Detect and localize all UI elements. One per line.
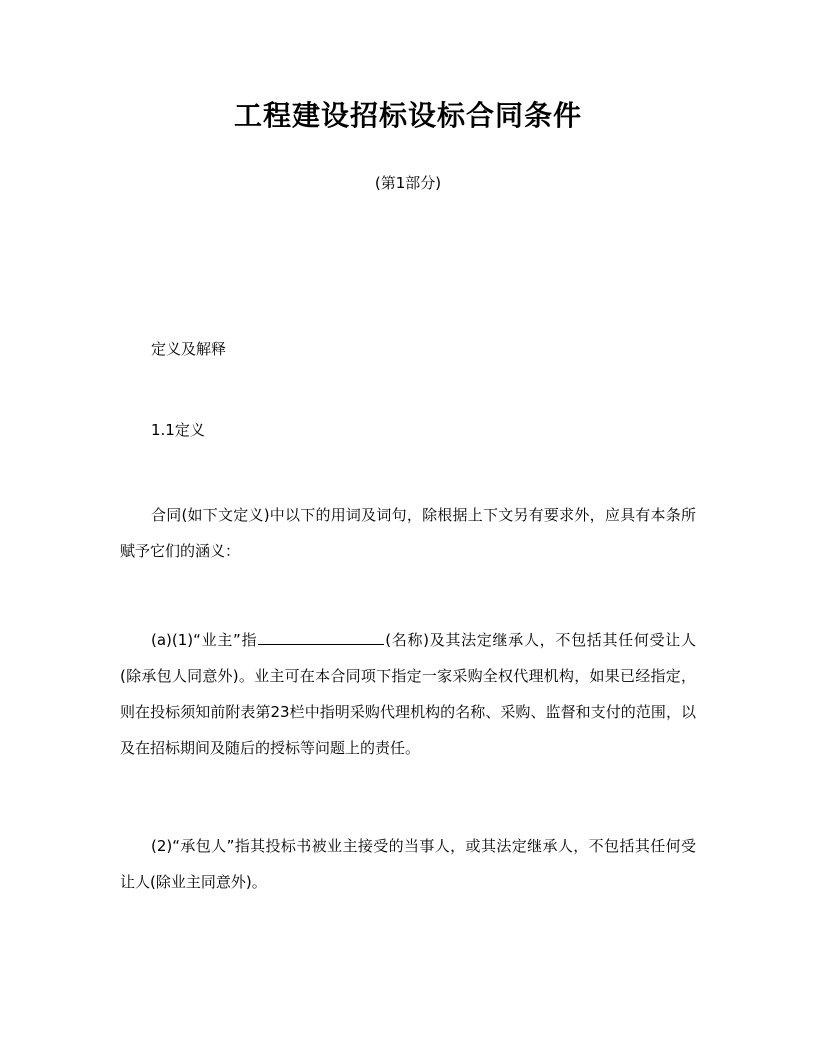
paragraph-contractor-definition: (2)“承包人”指其投标书被业主接受的当事人，或其法定继承人，不包括其任何受让人(除业主同意外)。 (120, 837, 696, 891)
name-blank-line (258, 630, 384, 645)
employer-definition-rest: (名称)及其法定继承人，不包括其任何受让人(除承包人同意外)。业主可在本合同项下指定一家采购全权代理机构，如果已经指定，则在投标须知前附表第23栏中指明采购代理机构的名称、采购、监督和支付的范围，以及在招标期间及随后的授标等问题上的责任。 (120, 631, 696, 757)
section-heading: 定义及解释 (151, 340, 227, 358)
document-subtitle: (第1部分) (374, 174, 442, 192)
paragraph-contract-definition: 合同(如下文定义)中以下的用词及词句，除根据上下文另有要求外，应具有本条所赋予它们的涵义： (120, 506, 696, 560)
clause-heading: 1.1定义 (151, 421, 205, 439)
employer-definition-lead: (a)(1)“业主”指 (151, 631, 258, 649)
document-title: 工程建设招标设标合同条件 (233, 99, 582, 132)
paragraph-employer-definition (120, 622, 696, 766)
